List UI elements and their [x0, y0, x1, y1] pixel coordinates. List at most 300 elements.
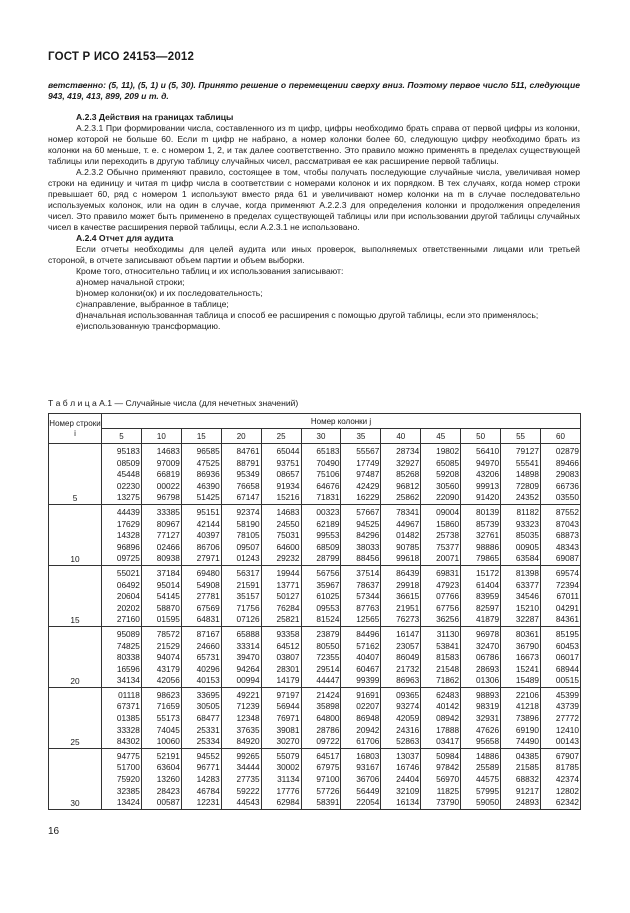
- number-cell: [181, 444, 221, 505]
- number-cell: [261, 626, 301, 687]
- random-number: 62342: [555, 797, 579, 808]
- intro-paragraph: [48, 80, 580, 102]
- random-number: 94552: [196, 750, 220, 761]
- random-number: 36706: [356, 774, 380, 785]
- number-cell: [261, 565, 301, 626]
- random-number: 46390: [196, 480, 220, 491]
- random-number: 09722: [316, 736, 340, 747]
- random-number: 55567: [356, 446, 380, 456]
- random-number: 75031: [276, 530, 300, 541]
- random-number: 55173: [156, 713, 180, 724]
- table-row: [49, 444, 581, 505]
- number-cell: [421, 444, 461, 505]
- random-number: 42429: [356, 480, 380, 491]
- random-number: 12231: [196, 797, 220, 808]
- number-cell: [341, 748, 381, 809]
- random-number: 16673: [515, 652, 539, 663]
- random-number: 76658: [236, 480, 260, 491]
- random-number: 85195: [555, 628, 579, 639]
- table-row: [49, 687, 581, 748]
- column-label: 45: [421, 429, 461, 444]
- random-number: 74825: [116, 640, 140, 651]
- number-cell: [221, 748, 261, 809]
- random-number: 40142: [436, 701, 460, 712]
- table-row: [49, 504, 581, 565]
- random-number: 78105: [236, 530, 260, 541]
- random-number: 98886: [475, 541, 500, 552]
- column-labels-row: [49, 429, 581, 444]
- random-number: 56756: [316, 567, 340, 578]
- random-number: 36256: [436, 614, 460, 625]
- random-number: 56944: [276, 701, 300, 712]
- random-number: 99618: [396, 553, 420, 564]
- table-row: [49, 748, 581, 809]
- random-number: 20942: [356, 724, 380, 735]
- random-number: 76273: [396, 614, 420, 625]
- random-number: 81524: [316, 614, 340, 625]
- random-number: 30002: [276, 762, 300, 773]
- random-number: 95349: [236, 469, 260, 480]
- random-number: 01243: [236, 553, 260, 564]
- random-number: 71756: [236, 602, 260, 613]
- row-block-label: 10: [49, 504, 102, 565]
- random-number: 93274: [396, 701, 420, 712]
- random-number: 94775: [116, 750, 140, 761]
- random-number: 64600: [276, 541, 300, 552]
- random-number: 67907: [555, 750, 579, 761]
- random-number: 55541: [515, 457, 539, 468]
- random-number: 88791: [236, 457, 260, 468]
- random-number: 32385: [116, 785, 140, 796]
- row-block-label: 30: [49, 748, 102, 809]
- random-number: 33314: [236, 640, 260, 651]
- column-label: 55: [501, 429, 541, 444]
- random-number: 61025: [316, 591, 340, 602]
- random-number: 61706: [356, 736, 380, 747]
- random-number: 68832: [515, 774, 539, 785]
- number-cell: [341, 504, 381, 565]
- random-number: 01306: [475, 675, 500, 686]
- random-number: 75377: [436, 541, 460, 552]
- number-cell: [301, 444, 341, 505]
- random-number: 12565: [356, 614, 380, 625]
- random-number: 66819: [156, 469, 180, 480]
- random-number: 72394: [555, 579, 579, 590]
- random-number: 12348: [236, 713, 260, 724]
- random-number: 70490: [316, 457, 340, 468]
- row-number-header: Номер строки i: [49, 414, 102, 444]
- random-number: 77127: [156, 530, 180, 541]
- random-number: 32761: [475, 530, 500, 541]
- random-number: 42056: [156, 675, 180, 686]
- number-cell: [181, 626, 221, 687]
- number-cell: [141, 748, 181, 809]
- random-number: 35157: [236, 591, 260, 602]
- random-number: 75106: [316, 469, 340, 480]
- number-cell: [421, 687, 461, 748]
- random-number: 87043: [555, 518, 579, 529]
- random-number: 27735: [236, 774, 260, 785]
- random-number: 19802: [436, 446, 460, 456]
- random-number: 86936: [196, 469, 220, 480]
- random-number: 33385: [156, 506, 180, 517]
- random-number: 67371: [116, 701, 140, 712]
- number-cell: [301, 504, 341, 565]
- random-number: 21548: [436, 663, 460, 674]
- random-number: 58391: [316, 797, 340, 808]
- random-number: 29514: [316, 663, 340, 674]
- random-number: 25331: [196, 724, 220, 735]
- random-number: 91217: [515, 785, 539, 796]
- random-number: 90785: [396, 541, 420, 552]
- number-cell: [540, 626, 580, 687]
- random-number: 68944: [555, 663, 579, 674]
- random-number: 60467: [356, 663, 380, 674]
- random-number: 12802: [555, 785, 579, 796]
- random-number: 65731: [196, 652, 220, 663]
- number-cell: [461, 626, 501, 687]
- random-number: 25821: [276, 614, 300, 625]
- column-number-header: Номер колонки j: [102, 414, 581, 429]
- random-number: 63604: [156, 762, 180, 773]
- random-number: 19944: [276, 567, 300, 578]
- number-cell: [301, 687, 341, 748]
- random-number: 02879: [555, 446, 579, 456]
- table-body: [49, 444, 581, 810]
- random-number: 94970: [475, 457, 500, 468]
- random-number: 89466: [555, 457, 579, 468]
- random-number: 81583: [436, 652, 460, 663]
- random-number: 97100: [316, 774, 340, 785]
- random-number: 64512: [276, 640, 300, 651]
- random-number: 24404: [396, 774, 420, 785]
- random-number: 97487: [356, 469, 380, 480]
- random-number: 03807: [276, 652, 300, 663]
- random-number: 80338: [116, 652, 140, 663]
- column-label: 25: [261, 429, 301, 444]
- random-number: 06786: [475, 652, 500, 663]
- random-number: 67011: [556, 591, 579, 602]
- number-cell: [421, 504, 461, 565]
- random-number: 84361: [555, 614, 579, 625]
- random-number: 65044: [276, 446, 300, 456]
- random-number: 94525: [356, 518, 380, 529]
- random-number: 69480: [196, 567, 220, 578]
- table-row: [49, 626, 581, 687]
- random-number: 17629: [116, 518, 140, 529]
- random-number: 36790: [515, 640, 539, 651]
- random-number: 76971: [276, 713, 300, 724]
- number-cell: [341, 626, 381, 687]
- random-number: 00143: [555, 736, 579, 747]
- random-number: 96585: [196, 446, 220, 456]
- random-number: 64831: [196, 614, 220, 625]
- random-number: 28423: [156, 785, 180, 796]
- random-number: 34444: [236, 762, 260, 773]
- random-number: 43739: [555, 701, 579, 712]
- random-number: 11825: [436, 785, 460, 796]
- number-cell: [261, 444, 301, 505]
- column-label: 10: [141, 429, 181, 444]
- random-number: 80967: [156, 518, 180, 529]
- random-number: 51700: [116, 762, 140, 773]
- paragraph-a231: А.2.3.1 При формировании числа, составленного из m цифр, цифры необходимо брать справа от первой цифры из колонки, номер которой не больше 60. Если m цифр не набрано, а номер колонки более 60, следующую цифру необходимо брать из колонки на 60 меньше, т. е. с номером 1, 2, и так далее соответственно. Это правило можно применять в пределах существующей таблицы или переходить в другую таблицу случайных чисел, рассматривая ее как расширение первой таблицы.: [48, 123, 580, 166]
- random-number: 94074: [156, 652, 180, 663]
- random-number: 68873: [555, 530, 579, 541]
- random-number: 69087: [555, 553, 579, 564]
- random-number: 97842: [436, 762, 460, 773]
- random-number: 09004: [436, 506, 460, 517]
- random-number: 96771: [196, 762, 220, 773]
- number-cell: [341, 444, 381, 505]
- number-cell: [461, 748, 501, 809]
- random-number: 56970: [436, 774, 460, 785]
- random-number: 86706: [196, 541, 220, 552]
- number-cell: [341, 687, 381, 748]
- random-number: 71239: [236, 701, 260, 712]
- random-number: 24352: [515, 492, 539, 503]
- random-number: 29232: [276, 553, 300, 564]
- random-number: 47923: [436, 579, 460, 590]
- random-number: 52191: [156, 750, 180, 761]
- number-cell: [261, 687, 301, 748]
- random-number: 47626: [475, 724, 500, 735]
- random-number: 63584: [515, 553, 539, 564]
- random-number: 20604: [116, 591, 140, 602]
- list-item: а)номер начальной строки;: [76, 277, 185, 287]
- random-number: 44447: [316, 675, 340, 686]
- random-number: 64676: [316, 480, 340, 491]
- column-label: 35: [341, 429, 381, 444]
- number-cell: [381, 444, 421, 505]
- random-number: 42374: [555, 774, 579, 785]
- random-number: 76284: [276, 602, 300, 613]
- random-number: 06492: [116, 579, 140, 590]
- random-number: 24550: [276, 518, 300, 529]
- number-cell: [102, 504, 142, 565]
- random-number: 57162: [356, 640, 380, 651]
- random-number: 25334: [196, 736, 220, 747]
- number-cell: [181, 687, 221, 748]
- number-cell: [221, 687, 261, 748]
- random-number: 08942: [436, 713, 460, 724]
- random-number: 67147: [236, 492, 260, 503]
- random-number: 91934: [276, 480, 300, 491]
- random-number: 32927: [396, 457, 420, 468]
- number-cell: [501, 444, 541, 505]
- column-label: 40: [381, 429, 421, 444]
- number-cell: [381, 626, 421, 687]
- random-number: 64517: [316, 750, 340, 761]
- number-cell: [301, 626, 341, 687]
- random-number: 28786: [316, 724, 340, 735]
- number-cell: [102, 748, 142, 809]
- random-number: 40397: [196, 530, 220, 541]
- random-number: 85268: [396, 469, 420, 480]
- number-cell: [102, 565, 142, 626]
- document-header: ГОСТ Р ИСО 24153—2012: [48, 51, 195, 63]
- random-number: 88456: [356, 553, 380, 564]
- random-number: 15241: [515, 663, 539, 674]
- number-cell: [461, 444, 501, 505]
- random-number: 95014: [156, 579, 180, 590]
- random-number: 65183: [316, 446, 340, 456]
- random-number: 66736: [555, 480, 579, 491]
- random-number: 95658: [475, 736, 500, 747]
- number-cell: [540, 687, 580, 748]
- random-number: 49221: [236, 689, 260, 700]
- random-number: 84761: [236, 446, 260, 456]
- number-cell: [381, 687, 421, 748]
- random-number: 75920: [116, 774, 140, 785]
- list-item: с)направление, выбранное в таблице;: [76, 299, 229, 309]
- random-number: 15172: [475, 567, 500, 578]
- paragraph-a232: А.2.3.2 Обычно применяют правило, состоящее в том, чтобы получать последующие случайные числа, увеличивая номер строки на единицу и читая m цифр числа в соответствии с номерами колонок и их порядком. В тех случаях, когда номер строки превышает 60, ряд с номером 1 используют вместо ряда 61 и увеличивают номер колонки на m в случае последовательно используемых колонок, или на один в случае, когда применяют А.2.2.3 для определения колонки и продолжения определения чисел. Это правило может быть применено в пределах существующей таблицы или при использовании другой таблицы случайных чисел в качестве расширения первой таблицы, если А.2.3.1 не использовано.: [48, 167, 580, 232]
- random-number: 31134: [277, 774, 300, 785]
- random-number: 55079: [276, 750, 300, 761]
- random-number: 30560: [436, 480, 460, 491]
- random-number: 69190: [515, 724, 539, 735]
- random-number: 95151: [196, 506, 220, 517]
- random-number: 02466: [156, 541, 180, 552]
- row-block-label: 15: [49, 565, 102, 626]
- column-label: 15: [181, 429, 221, 444]
- section-a23-heading: А.2.3 Действия на границах таблицы: [76, 112, 234, 122]
- random-number: 44543: [236, 797, 260, 808]
- random-number: 84302: [116, 736, 140, 747]
- random-number: 28693: [475, 663, 500, 674]
- random-number: 16803: [356, 750, 380, 761]
- page-number: 16: [48, 826, 60, 837]
- number-cell: [102, 626, 142, 687]
- random-number: 32287: [515, 614, 539, 625]
- random-number: 17749: [356, 457, 380, 468]
- random-number: 09365: [396, 689, 420, 700]
- random-number: 87167: [196, 628, 220, 639]
- random-number: 54145: [156, 591, 180, 602]
- random-number: 86948: [356, 713, 380, 724]
- random-number: 57344: [356, 591, 380, 602]
- number-cell: [501, 626, 541, 687]
- random-number: 16134: [396, 797, 420, 808]
- random-number: 73896: [515, 713, 539, 724]
- random-number: 73790: [436, 797, 460, 808]
- random-number: 21732: [396, 663, 420, 674]
- random-number: 44439: [116, 506, 140, 517]
- random-number: 85739: [475, 518, 500, 529]
- random-number: 43179: [156, 663, 180, 674]
- number-cell: [141, 565, 181, 626]
- random-number: 84296: [356, 530, 380, 541]
- row-block-label: 25: [49, 687, 102, 748]
- random-number: 44575: [475, 774, 500, 785]
- random-number: 67756: [436, 602, 460, 613]
- random-number: 81398: [515, 567, 539, 578]
- random-number: 59208: [436, 469, 460, 480]
- random-number: 14283: [196, 774, 220, 785]
- random-number: 22106: [515, 689, 539, 700]
- random-number: 01482: [396, 530, 420, 541]
- list-item: е)использованную трансформацию.: [76, 321, 221, 331]
- number-cell: [181, 504, 221, 565]
- number-cell: [540, 748, 580, 809]
- list-item: b)номер колонки(ок) и их последовательность;: [76, 288, 263, 298]
- random-number: 52863: [396, 736, 420, 747]
- random-number: 37184: [156, 567, 180, 578]
- random-number: 39470: [236, 652, 260, 663]
- random-number: 72355: [316, 652, 340, 663]
- paragraph-records: Кроме того, относительно таблиц и их использования записывают:: [76, 266, 344, 276]
- column-label: 60: [540, 429, 580, 444]
- random-number: 15216: [276, 492, 300, 503]
- random-number: 57726: [316, 785, 340, 796]
- random-number: 87552: [555, 506, 579, 517]
- random-number: 20202: [116, 602, 140, 613]
- random-number: 04291: [555, 602, 579, 613]
- random-number: 78572: [156, 628, 180, 639]
- random-number: 54908: [196, 579, 220, 590]
- random-number: 12410: [555, 724, 579, 735]
- random-number: 99913: [475, 480, 500, 491]
- random-number: 13260: [156, 774, 180, 785]
- number-cell: [501, 565, 541, 626]
- random-number: 02207: [356, 701, 380, 712]
- random-number: 01385: [116, 713, 140, 724]
- random-number: 35967: [316, 579, 340, 590]
- random-number: 25862: [396, 492, 420, 503]
- number-cell: [421, 626, 461, 687]
- random-number: 28799: [316, 553, 340, 564]
- random-number: 24893: [515, 797, 539, 808]
- random-number: 20071: [436, 553, 460, 564]
- random-number: 81785: [555, 762, 579, 773]
- random-number: 31130: [436, 628, 460, 639]
- random-number: 14683: [156, 446, 180, 456]
- number-cell: [540, 565, 580, 626]
- column-label: 30: [301, 429, 341, 444]
- random-number: 86049: [396, 652, 420, 663]
- random-number: 61404: [475, 579, 500, 590]
- random-number: 16596: [116, 663, 140, 674]
- random-number: 74490: [515, 736, 539, 747]
- number-cell: [102, 444, 142, 505]
- random-number: 14886: [475, 750, 500, 761]
- random-number: 57667: [356, 506, 380, 517]
- random-number: 00515: [555, 675, 579, 686]
- random-number: 37635: [236, 724, 260, 735]
- random-number: 71659: [156, 701, 180, 712]
- number-cell: [501, 504, 541, 565]
- random-number: 56317: [236, 567, 260, 578]
- random-number: 41218: [515, 701, 539, 712]
- random-number: 62483: [436, 689, 460, 700]
- number-cell: [501, 748, 541, 809]
- random-number: 13771: [276, 579, 300, 590]
- random-number: 44967: [396, 518, 420, 529]
- random-number: 63377: [515, 579, 539, 590]
- random-number: 09507: [236, 541, 260, 552]
- random-number: 69574: [555, 567, 579, 578]
- random-number: 29918: [396, 579, 420, 590]
- random-number: 58870: [156, 602, 180, 613]
- random-number: 36615: [396, 591, 420, 602]
- random-number: 01118: [118, 689, 140, 700]
- random-number: 96978: [475, 628, 500, 639]
- random-number: 80139: [475, 506, 500, 517]
- random-number: 07126: [236, 614, 260, 625]
- row-block-label: 5: [49, 444, 102, 505]
- random-number: 79127: [515, 446, 539, 456]
